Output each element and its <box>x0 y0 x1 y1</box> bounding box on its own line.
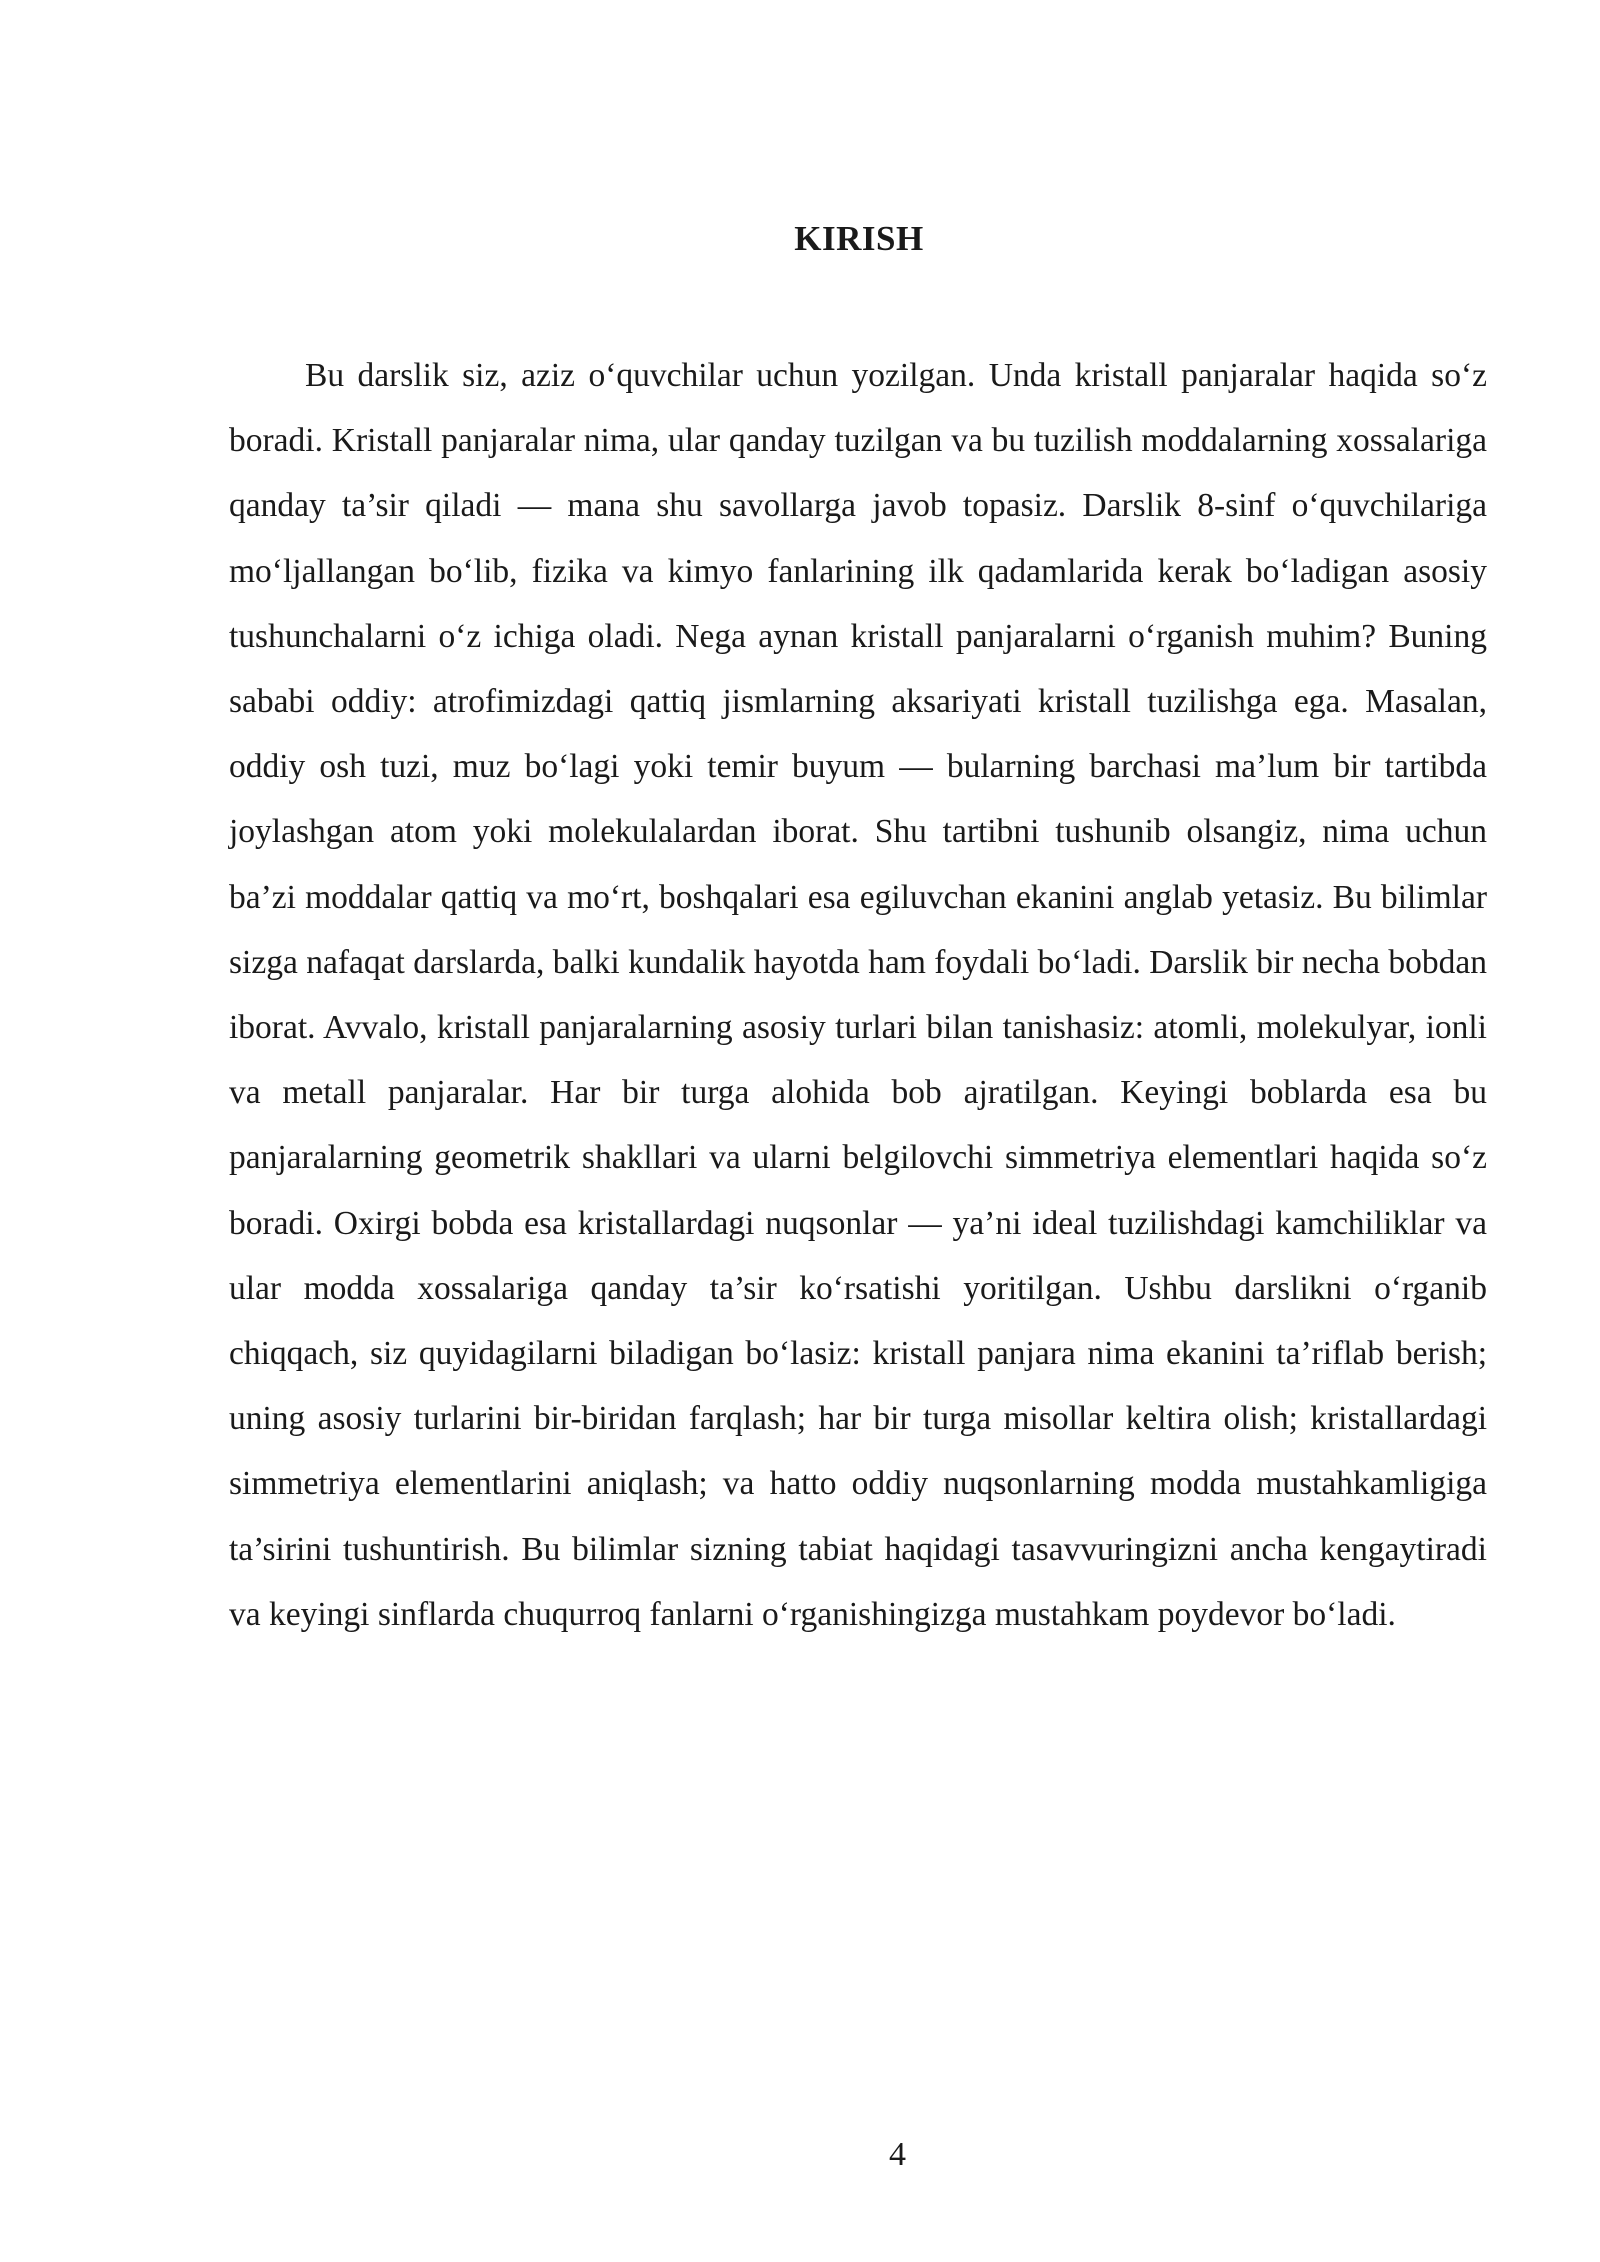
page-number: 4 <box>889 2136 906 2173</box>
body-paragraph: Bu darslik siz, aziz o‘quvchilar uchun yozilgan. Unda kristall panjaralar haqida so‘z boradi. Kristall panjaralar nima, ular qanday tuzilgan va bu tuzilish moddalarning xossalariga qanday ta’sir qiladi — mana shu savollarga javob topasiz. Darslik 8-sinf o‘quvchilariga mo‘ljallangan bo‘lib, fizika va kimyo fanlarining ilk qadamlarida kerak bo‘ladigan asosiy tushunchalarni o‘z ichiga oladi. Nega aynan kristall panjaralarni o‘rganish muhim? Buning sababi oddiy: atrofimizdagi qattiq jismlarning aksariyati kristall tuzilishga ega. Masalan, oddiy osh tuzi, muz bo‘lagi yoki temir buyum — bularning barchasi ma’lum bir tartibda joylashgan atom yoki molekulalardan iborat. Shu tartibni tushunib olsangiz, nima uchun ba’zi moddalar qattiq va mo‘rt, boshqalari esa egiluvchan ekanini anglab yetasiz. Bu bilimlar sizga nafaqat darslarda, balki kundalik hayotda ham foydali bo‘ladi. Darslik bir necha bobdan iborat. Avvalo, kristall panjaralarning asosiy turlari bilan tanishasiz: atomli, molekulyar, ionli va metall panjaralar. Har bir turga alohida bob ajratilgan. Keyingi boblarda esa bu panjaralarning geometrik shakllari va ularni belgilovchi simmetriya elementlari haqida so‘z boradi. Oxirgi bobda esa kristallardagi nuqsonlar — ya’ni ideal tuzilishdagi kamchiliklar va ular modda xossalariga qanday ta’sir ko‘rsatishi yoritilgan. Ushbu darslikni o‘rganib chiqqach, siz quyidagilarni biladigan bo‘lasiz: kristall panjara nima ekanini ta’riflab berish; uning asosiy turlarini bir-biridan farqlash; har bir turga misollar keltira olish; kristallardagi simmetriya elementlarini aniqlash; va hatto oddiy nuqsonlarning modda mustahkamligiga ta’sirini tushuntirish. Bu bilimlar sizning tabiat haqidagi tasavvuringizni ancha kengaytiradi va keyingi sinflarda chuqurroq fanlarni o‘rganishingizga mustahkam poydevor bo‘ladi. <box>229 357 1487 1633</box>
chapter-title: KIRISH <box>794 219 924 258</box>
